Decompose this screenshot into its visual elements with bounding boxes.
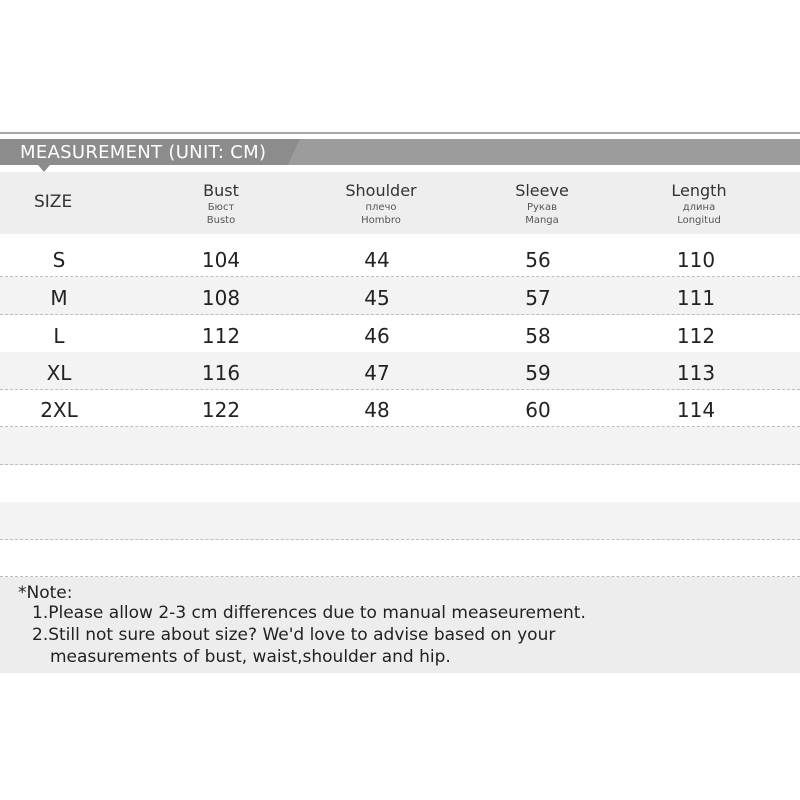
bust-cell: 108 bbox=[201, 286, 241, 310]
table-row bbox=[0, 352, 800, 390]
bust-header-ru: Бюст bbox=[207, 202, 235, 213]
length-header-en: Length bbox=[671, 181, 727, 200]
measurement-banner bbox=[0, 139, 800, 165]
empty-table-row bbox=[0, 539, 800, 577]
size-cell: XL bbox=[46, 361, 72, 385]
shoulder-cell: 44 bbox=[364, 248, 390, 272]
bust-cell: 104 bbox=[201, 248, 241, 272]
bust-cell: 112 bbox=[201, 324, 241, 348]
shoulder-cell: 47 bbox=[364, 361, 390, 385]
table-row bbox=[0, 389, 800, 427]
banner-pointer bbox=[38, 165, 50, 172]
length-cell: 113 bbox=[676, 361, 716, 385]
size-cell: M bbox=[50, 286, 68, 310]
sleeve-header-ru: Рукав bbox=[526, 202, 557, 213]
bust-header-es: Busto bbox=[206, 215, 236, 226]
shoulder-cell: 46 bbox=[364, 324, 390, 348]
note-line-2: 2.Still not sure about size? We'd love to advise based on your bbox=[32, 625, 556, 645]
length-cell: 112 bbox=[676, 324, 716, 348]
notes-box bbox=[0, 577, 800, 673]
length-header-es: Longitud bbox=[677, 215, 721, 226]
size-cell: 2XL bbox=[40, 398, 78, 422]
note-line-1: 1.Please allow 2-3 cm differences due to manual measeurement. bbox=[32, 603, 586, 623]
note-line-3: measurements of bust, waist,shoulder and hip. bbox=[50, 647, 451, 667]
bust-cell: 116 bbox=[201, 361, 241, 385]
empty-table-row bbox=[0, 502, 800, 540]
length-column-header bbox=[639, 181, 759, 226]
sleeve-header-en: Sleeve bbox=[515, 181, 569, 200]
sleeve-cell: 60 bbox=[525, 398, 551, 422]
banner-title: MEASUREMENT (UNIT: CM) bbox=[20, 142, 267, 163]
sleeve-cell: 57 bbox=[525, 286, 551, 310]
shoulder-column-header bbox=[321, 181, 441, 226]
sleeve-cell: 59 bbox=[525, 361, 551, 385]
bust-header-en: Bust bbox=[203, 181, 239, 200]
length-cell: 111 bbox=[676, 286, 716, 310]
table-row bbox=[0, 277, 800, 315]
size-cell: L bbox=[53, 324, 65, 348]
shoulder-cell: 48 bbox=[364, 398, 390, 422]
top-divider bbox=[0, 132, 800, 134]
empty-table-row bbox=[0, 465, 800, 503]
size-cell: S bbox=[52, 248, 66, 272]
sleeve-cell: 58 bbox=[525, 324, 551, 348]
bust-column-header bbox=[161, 181, 281, 226]
shoulder-header-ru: плечо bbox=[365, 202, 397, 213]
length-header-ru: длина bbox=[682, 202, 716, 213]
shoulder-cell: 45 bbox=[364, 286, 390, 310]
table-row bbox=[0, 239, 800, 277]
bust-cell: 122 bbox=[201, 398, 241, 422]
length-cell: 110 bbox=[676, 248, 716, 272]
table-row bbox=[0, 315, 800, 353]
sleeve-cell: 56 bbox=[525, 248, 551, 272]
shoulder-header-es: Hombro bbox=[361, 215, 401, 226]
sleeve-header-es: Manga bbox=[525, 215, 559, 226]
shoulder-header-en: Shoulder bbox=[345, 181, 417, 200]
table-header bbox=[0, 172, 800, 234]
sleeve-column-header bbox=[482, 181, 602, 226]
empty-table-row bbox=[0, 427, 800, 465]
note-title: *Note: bbox=[18, 583, 73, 603]
size-column-header: SIZE bbox=[34, 192, 73, 212]
length-cell: 114 bbox=[676, 398, 716, 422]
